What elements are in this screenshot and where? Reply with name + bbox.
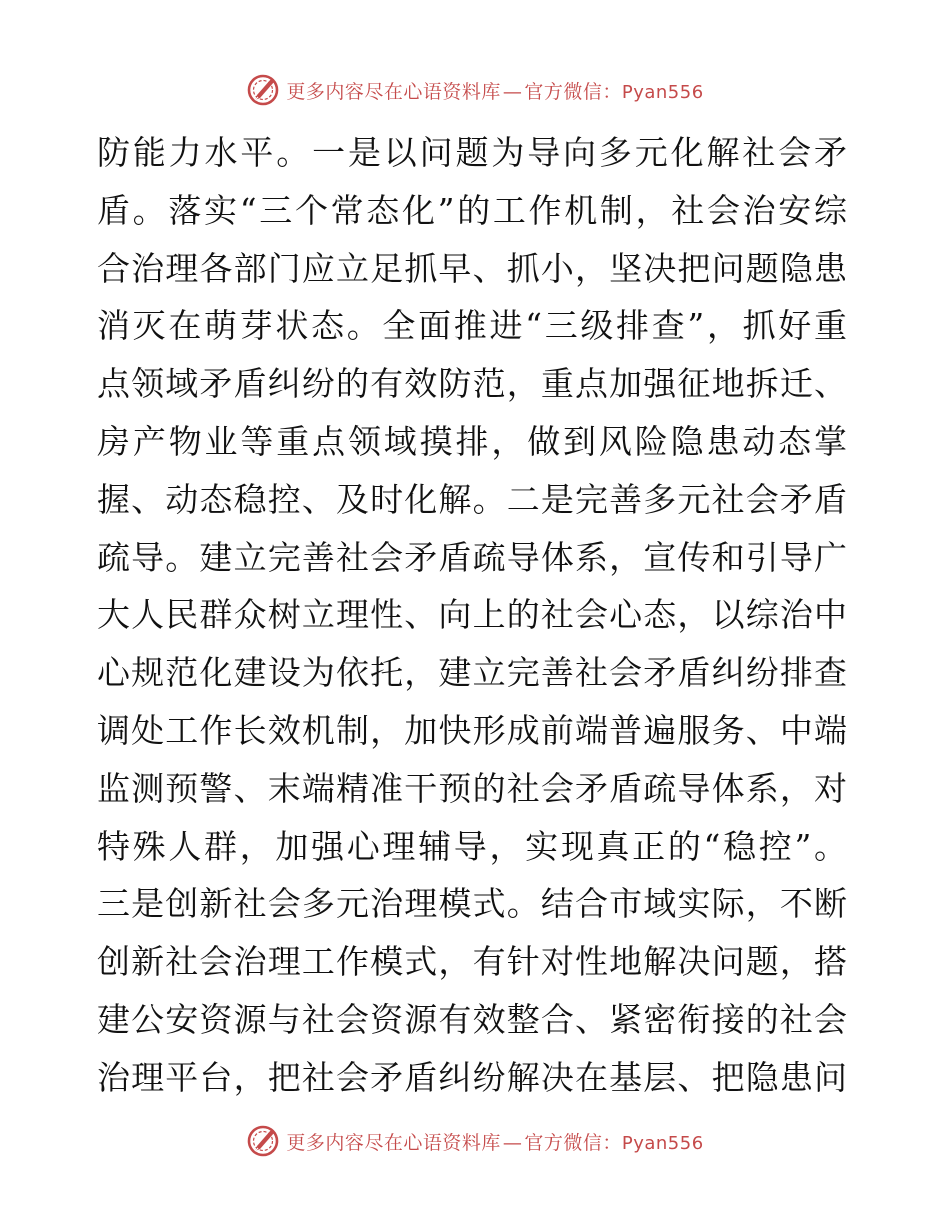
header-watermark-label: 官方微信： [524, 80, 622, 103]
text-line: 消灭在萌芽状态。全面推进“三级排查”，抓好重 [97, 306, 847, 346]
text-line: 房产物业等重点领域摸排，做到风险隐患动态掌 [97, 421, 847, 461]
text-line: 建公安资源与社会资源有效整合、紧密衔接的社会 [97, 999, 847, 1039]
header-watermark-separator: — [502, 80, 523, 103]
footer-watermark-id: Pyan556 [621, 1132, 704, 1154]
header-watermark [0, 70, 950, 110]
text-line: 监测预警、末端精准干预的社会矛盾疏导体系，对 [97, 768, 847, 808]
text-line: 疏导。建立完善社会矛盾疏导体系，宣传和引导广 [97, 537, 847, 577]
text-line: 点领域矛盾纠纷的有效防范，重点加强征地拆迁、 [97, 364, 847, 404]
text-line: 大人民群众树立理性、向上的社会心态，以综治中 [97, 595, 847, 635]
text-line: 创新社会治理工作模式，有针对性地解决问题，搭 [97, 942, 847, 982]
document-body [97, 124, 847, 1107]
header-watermark-text [286, 77, 703, 104]
footer-watermark-main: 更多内容尽在心语资料库 [286, 1131, 501, 1154]
footer-watermark-label: 官方微信： [524, 1131, 622, 1154]
text-line: 治理平台，把社会矛盾纠纷解决在基层、把隐患问 [97, 1057, 847, 1097]
text-line: 防能力水平。一是以问题为导向多元化解社会矛 [97, 133, 847, 172]
header-watermark-id: Pyan556 [621, 81, 704, 103]
text-line: 盾。落实“三个常态化”的工作机制，社会治安综 [97, 190, 847, 230]
header-watermark-main: 更多内容尽在心语资料库 [286, 80, 501, 103]
text-line: 握、动态稳控、及时化解。二是完善多元社会矛盾 [97, 479, 847, 519]
text-line: 三是创新社会多元治理模式。结合市域实际，不断 [97, 884, 847, 924]
footer-watermark-separator: — [502, 1131, 523, 1154]
quill-pen-logo-icon [246, 73, 280, 107]
text-line: 心规范化建设为依托，建立完善社会矛盾纠纷排查 [97, 653, 847, 693]
footer-watermark [0, 1121, 950, 1161]
footer-watermark-text [286, 1128, 703, 1155]
text-line: 调处工作长效机制，加快形成前端普遍服务、中端 [97, 710, 847, 750]
text-line: 合治理各部门应立足抓早、抓小，坚决把问题隐患 [97, 248, 847, 288]
quill-pen-logo-icon [246, 1124, 280, 1158]
text-line: 特殊人群，加强心理辅导，实现真正的“稳控”。 [97, 826, 847, 866]
